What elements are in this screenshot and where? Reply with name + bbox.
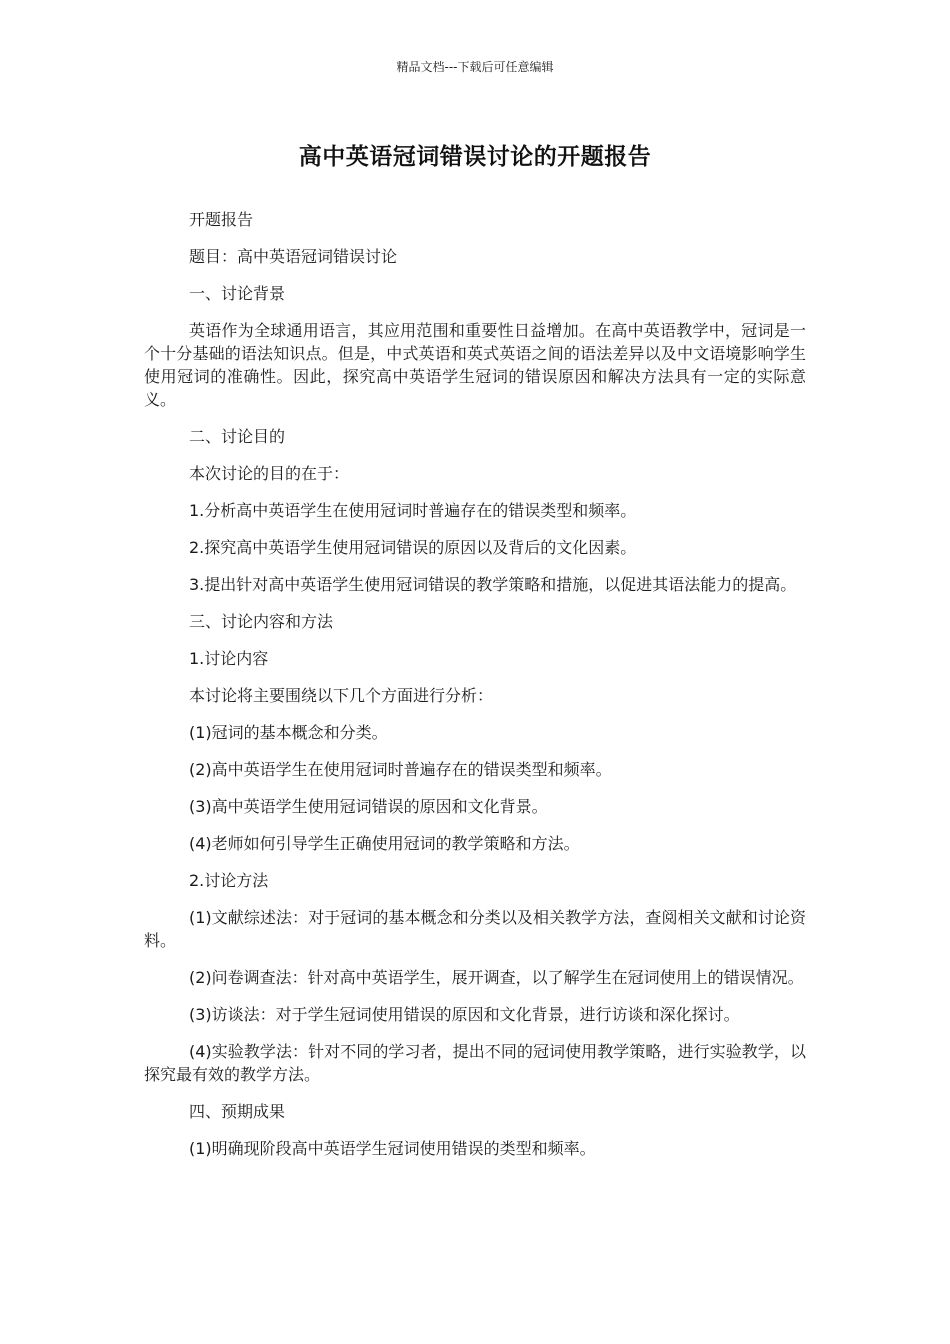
paragraph-report-label: 开题报告	[189, 210, 254, 229]
list-item-content-2: (2)高中英语学生在使用冠词时普遍存在的错误类型和频率。	[189, 760, 612, 779]
section-heading-content-method: 三、讨论内容和方法	[189, 612, 334, 631]
section-heading-background: 一、讨论背景	[189, 284, 286, 303]
list-item-method-3: (3)访谈法：对于学生冠词使用错误的原因和文化背景，进行访谈和深化探讨。	[189, 1005, 740, 1024]
document-body	[144, 208, 806, 1174]
list-item-outcome-1: (1)明确现阶段高中英语学生冠词使用错误的类型和频率。	[189, 1139, 596, 1158]
list-item-method-1: (1)文献综述法：对于冠词的基本概念和分类以及相关教学方法，查阅相关文献和讨论资料。	[144, 908, 806, 950]
list-item-content-1: (1)冠词的基本概念和分类。	[189, 723, 388, 742]
subheading-content: 1.讨论内容	[189, 649, 269, 668]
header-note: 精品文档---下载后可任意编辑	[396, 60, 554, 74]
list-item-method-4: (4)实验教学法：针对不同的学习者，提出不同的冠词使用教学策略，进行实验教学，以探究最有效的教学方法。	[144, 1042, 806, 1084]
section-heading-purpose: 二、讨论目的	[189, 427, 286, 446]
list-item-purpose-2: 2.探究高中英语学生使用冠词错误的原因以及背后的文化因素。	[189, 538, 637, 557]
list-item-content-4: (4)老师如何引导学生正确使用冠词的教学策略和方法。	[189, 834, 580, 853]
paragraph-topic: 题目：高中英语冠词错误讨论	[189, 247, 398, 266]
list-item-method-2: (2)问卷调查法：针对高中英语学生，展开调查，以了解学生在冠词使用上的错误情况。	[189, 968, 804, 987]
section-heading-outcomes: 四、预期成果	[189, 1102, 286, 1121]
list-item-purpose-3: 3.提出针对高中英语学生使用冠词错误的教学策略和措施，以促进其语法能力的提高。	[189, 575, 797, 594]
paragraph-content-intro: 本讨论将主要围绕以下几个方面进行分析：	[189, 686, 494, 705]
list-item-content-3: (3)高中英语学生使用冠词错误的原因和文化背景。	[189, 797, 548, 816]
paragraph-background: 英语作为全球通用语言，其应用范围和重要性日益增加。在高中英语教学中，冠词是一个十分基础的语法知识点。但是，中式英语和英式英语之间的语法差异以及中文语境影响学生使用冠词的准确性。因此，探究高中英语学生冠词的错误原因和解决方法具有一定的实际意义。	[144, 321, 806, 409]
list-item-purpose-1: 1.分析高中英语学生在使用冠词时普遍存在的错误类型和频率。	[189, 501, 637, 520]
paragraph-purpose-intro: 本次讨论的目的在于：	[189, 464, 350, 483]
document-title: 高中英语冠词错误讨论的开题报告	[298, 144, 652, 170]
subheading-method: 2.讨论方法	[189, 871, 269, 890]
